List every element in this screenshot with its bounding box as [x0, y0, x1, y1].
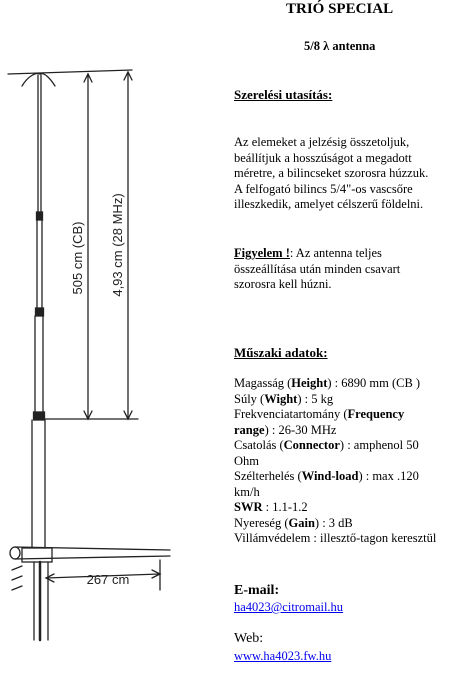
install-line: beállítjuk a hosszúságot a megadott: [234, 150, 412, 165]
mount-bracket: [22, 548, 52, 562]
dim-label-radial: 267 cm: [86, 572, 130, 587]
email-link[interactable]: ha4023@citromail.hu: [234, 600, 344, 614]
warning-text: szorosra kell húzni.: [234, 277, 332, 291]
warning-text: : Az antenna teljes: [289, 246, 382, 260]
web-link[interactable]: www.ha4023.fw.hu: [234, 649, 332, 663]
clamp-2: [36, 308, 44, 316]
install-line: illeszkedik, amelyet célszerű földelni.: [234, 197, 424, 211]
spec-frequency-cont: range) : 26-30 MHz: [234, 422, 337, 437]
radial-end: [10, 547, 20, 559]
install-heading: Szerelési utasítás:: [234, 87, 333, 102]
warning-label: Figyelem !: [234, 246, 290, 260]
document-text-column: [234, 0, 468, 691]
spec-connector-cont: Ohm: [234, 453, 259, 468]
document-subtitle: 5/8 λ antenna: [304, 39, 376, 53]
spec-weight: Súly (Wight) : 5 kg: [234, 391, 334, 406]
document-title: TRIÓ SPECIAL: [286, 1, 394, 17]
dim-label-total: 505 cm (CB): [70, 221, 85, 295]
spec-frequency: Frekvenciatartomány (Frequency: [234, 407, 405, 421]
email-heading: E-mail:: [234, 583, 280, 598]
install-line: A felfogató bilincs 5/4"-os vascsőre: [234, 181, 413, 196]
install-instructions: [234, 135, 466, 213]
warning-text: összeállítása után minden csavart: [234, 261, 401, 276]
specs-list: [234, 376, 468, 547]
spec-lightning: Villámvédelem : illesztő-tagon keresztül: [234, 531, 437, 545]
spec-connector: Csatolás (Connector) : amphenol 50: [234, 438, 419, 452]
dim-label-inner: 4,93 cm (28 MHz): [110, 193, 125, 297]
install-line: Az elemeket a jelzésig összetoljuk,: [234, 135, 410, 149]
spec-wind-cont: km/h: [234, 484, 260, 499]
spec-swr: SWR : 1.1-1.2: [234, 500, 308, 514]
specs-heading: Műszaki adatok:: [234, 345, 328, 360]
web-heading: Web:: [234, 631, 264, 646]
warning-block: [234, 246, 466, 293]
spec-gain: Nyereség (Gain) : 3 dB: [234, 515, 353, 530]
top-reference-line: [8, 70, 132, 74]
spec-wind: Szélterhelés (Wind-load) : max .120: [234, 469, 419, 483]
spec-height: Magasság (Height) : 6890 mm (CB ): [234, 376, 421, 390]
clamp-1: [37, 212, 43, 220]
install-line: méretre, a bilincseket szorosra húzzuk.: [234, 166, 429, 180]
